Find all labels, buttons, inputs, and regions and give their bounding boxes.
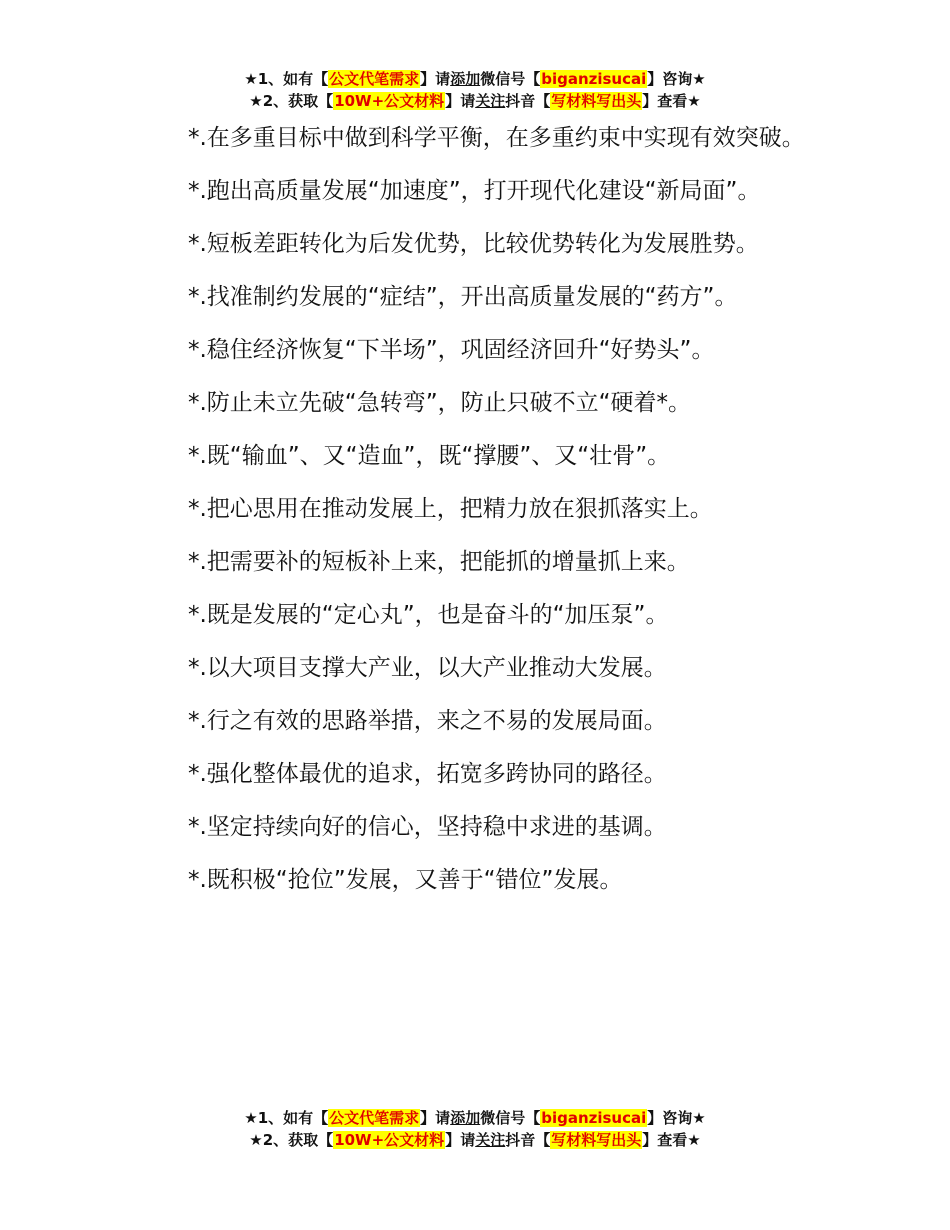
banner-underline: 关注 xyxy=(475,1131,506,1149)
banner-highlight: 写材料写出头 xyxy=(551,1131,642,1149)
banner-text: ★2、获取【 xyxy=(249,92,334,110)
banner-text: 】查看★ xyxy=(642,1131,701,1149)
paragraph-2: *.跑出高质量发展“加速度”，打开现代化建设“新局面”。 xyxy=(188,178,761,204)
banner-highlight: 公文代笔需求 xyxy=(329,70,420,88)
paragraph-5: *.稳住经济恢复“下半场”，巩固经济回升“好势头”。 xyxy=(188,337,715,363)
banner-text: ★1、如有【 xyxy=(244,1109,329,1127)
paragraph-7: *.既“输血”、又“造血”，既“撑腰”、又“壮骨”。 xyxy=(188,443,671,469)
banner-line-2 xyxy=(0,1129,950,1151)
banner-underline: 关注 xyxy=(475,92,506,110)
banner-line-1 xyxy=(0,68,950,90)
banner-text: 抖音【 xyxy=(505,1131,551,1149)
paragraph-15: *.既积极“抢位”发展，又善于“错位”发展。 xyxy=(188,867,623,893)
banner-highlight: biganzisucai xyxy=(541,1109,647,1127)
banner-text: 】咨询★ xyxy=(647,70,706,88)
banner-underline: 添加 xyxy=(450,70,481,88)
paragraph-14: *.坚定持续向好的信心，坚持稳中求进的基调。 xyxy=(188,814,667,840)
banner-text: 抖音【 xyxy=(505,92,551,110)
paragraph-6: *.防止未立先破“急转弯”，防止只破不立“硬着*。 xyxy=(188,390,692,416)
banner-text: 】咨询★ xyxy=(647,1109,706,1127)
banner-line-2 xyxy=(0,90,950,112)
paragraph-9: *.把需要补的短板补上来，把能抓的增量抓上来。 xyxy=(188,549,690,575)
banner-text: 微信号【 xyxy=(480,70,541,88)
document-body xyxy=(142,116,822,902)
banner-underline: 添加 xyxy=(450,1109,481,1127)
header-banner xyxy=(0,68,950,112)
banner-highlight: 10W+公文材料 xyxy=(334,92,445,110)
banner-highlight: 10W+公文材料 xyxy=(334,1131,445,1149)
banner-text: 】请 xyxy=(420,70,451,88)
footer-banner xyxy=(0,1107,950,1151)
banner-highlight: 公文代笔需求 xyxy=(329,1109,420,1127)
banner-text: 微信号【 xyxy=(480,1109,541,1127)
banner-text: 】请 xyxy=(445,1131,476,1149)
paragraph-13: *.强化整体最优的追求，拓宽多跨协同的路径。 xyxy=(188,761,667,787)
banner-text: ★2、获取【 xyxy=(249,1131,334,1149)
banner-highlight: 写材料写出头 xyxy=(551,92,642,110)
paragraph-1: *.在多重目标中做到科学平衡，在多重约束中实现有效突破。 xyxy=(188,125,805,151)
paragraph-3: *.短板差距转化为后发优势，比较优势转化为发展胜势。 xyxy=(188,231,759,257)
paragraph-10: *.既是发展的“定心丸”，也是奋斗的“加压泵”。 xyxy=(188,602,669,628)
banner-text: 】请 xyxy=(445,92,476,110)
paragraph-12: *.行之有效的思路举措，来之不易的发展局面。 xyxy=(188,708,667,734)
paragraph-4: *.找准制约发展的“症结”，开出高质量发展的“药方”。 xyxy=(188,284,738,310)
banner-highlight: biganzisucai xyxy=(541,70,647,88)
banner-text: 】请 xyxy=(420,1109,451,1127)
paragraph-8: *.把心思用在推动发展上，把精力放在狠抓落实上。 xyxy=(188,496,713,522)
banner-line-1 xyxy=(0,1107,950,1129)
banner-text: 】查看★ xyxy=(642,92,701,110)
paragraph-11: *.以大项目支撑大产业，以大产业推动大发展。 xyxy=(188,655,667,681)
banner-text: ★1、如有【 xyxy=(244,70,329,88)
